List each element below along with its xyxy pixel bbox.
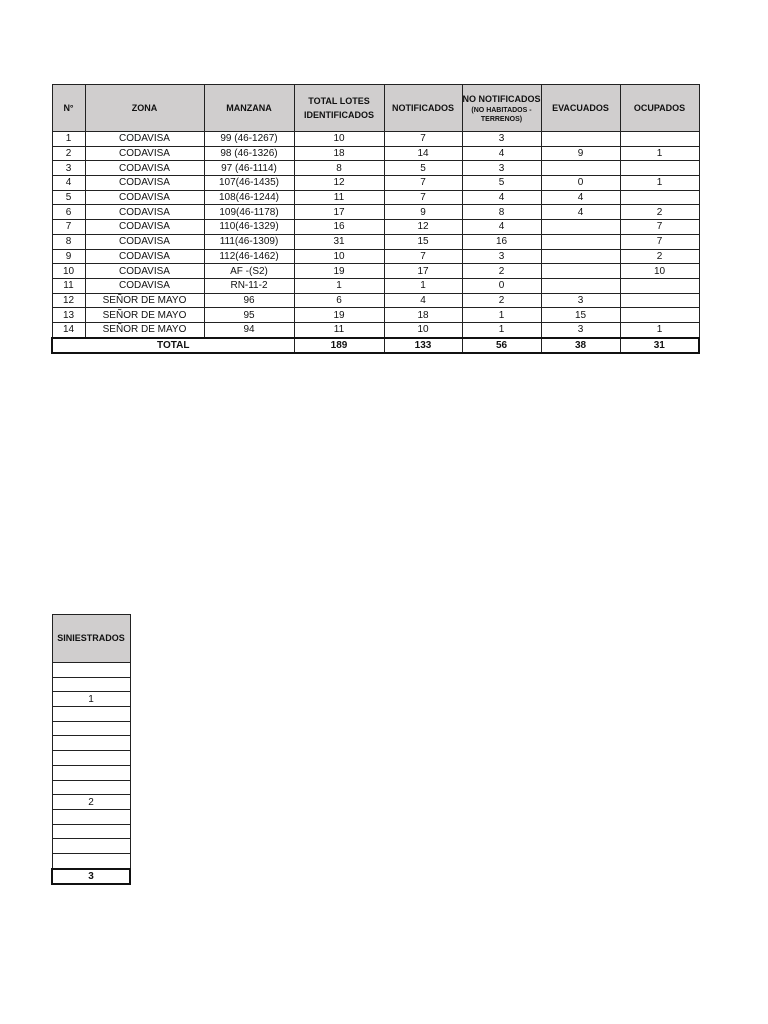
cell-zona: CODAVISA xyxy=(85,132,204,147)
cell-zona: SEÑOR DE MAYO xyxy=(85,308,204,323)
cell-manzana: RN-11-2 xyxy=(204,278,294,293)
cell-ocupados: 7 xyxy=(620,234,699,249)
cell-total: 31 xyxy=(294,234,384,249)
cell-notificados: 1 xyxy=(384,278,462,293)
header-n: N° xyxy=(52,85,85,132)
table-row xyxy=(52,176,699,191)
cell-n: 2 xyxy=(52,146,85,161)
siniestrados-total-row xyxy=(52,869,130,884)
cell-zona: SEÑOR DE MAYO xyxy=(85,293,204,308)
header-notificados: NOTIFICADOS xyxy=(384,85,462,132)
cell-notificados: 12 xyxy=(384,220,462,235)
cell-manzana: 99 (46-1267) xyxy=(204,132,294,147)
cell-notificados: 4 xyxy=(384,293,462,308)
cell-manzana: 112(46-1462) xyxy=(204,249,294,264)
cell-total: 10 xyxy=(294,249,384,264)
siniestrados-table xyxy=(51,614,131,885)
cell-total: 19 xyxy=(294,264,384,279)
cell-ocupados: 1 xyxy=(620,322,699,337)
cell-n: 1 xyxy=(52,132,85,147)
cell-zona: SEÑOR DE MAYO xyxy=(85,322,204,337)
cell-ocupados: 7 xyxy=(620,220,699,235)
cell-ocupados xyxy=(620,190,699,205)
cell-n: 13 xyxy=(52,308,85,323)
cell-evacuados xyxy=(541,161,620,176)
total-row xyxy=(52,338,699,353)
cell-no-notificados: 2 xyxy=(462,293,541,308)
cell-total: 8 xyxy=(294,161,384,176)
cell-total: 10 xyxy=(294,132,384,147)
cell-notificados: 9 xyxy=(384,205,462,220)
cell-no-notificados: 1 xyxy=(462,308,541,323)
cell-siniestrados xyxy=(52,809,130,824)
cell-evacuados xyxy=(541,234,620,249)
cell-notificados: 15 xyxy=(384,234,462,249)
cell-siniestrados xyxy=(52,780,130,795)
cell-manzana: AF -(S2) xyxy=(204,264,294,279)
header-no-notificados-label: NO NOTIFICADOS xyxy=(462,94,541,104)
cell-notificados: 7 xyxy=(384,132,462,147)
cell-zona: CODAVISA xyxy=(85,234,204,249)
cell-manzana: 94 xyxy=(204,322,294,337)
cell-ocupados: 2 xyxy=(620,205,699,220)
table-row xyxy=(52,853,130,868)
cell-total: 18 xyxy=(294,146,384,161)
cell-no-notificados: 1 xyxy=(462,322,541,337)
total-evacuados: 38 xyxy=(541,338,620,353)
cell-siniestrados xyxy=(52,824,130,839)
total-ocupados: 31 xyxy=(620,338,699,353)
cell-zona: CODAVISA xyxy=(85,220,204,235)
table-row xyxy=(52,249,699,264)
cell-n: 11 xyxy=(52,278,85,293)
siniestrados-header-row xyxy=(52,615,130,663)
cell-total: 6 xyxy=(294,293,384,308)
cell-siniestrados xyxy=(52,751,130,766)
cell-n: 6 xyxy=(52,205,85,220)
cell-notificados: 17 xyxy=(384,264,462,279)
cell-ocupados xyxy=(620,278,699,293)
cell-manzana: 110(46-1329) xyxy=(204,220,294,235)
table-row xyxy=(52,663,130,678)
cell-evacuados xyxy=(541,278,620,293)
table-row xyxy=(52,161,699,176)
cell-total: 11 xyxy=(294,190,384,205)
cell-total: 17 xyxy=(294,205,384,220)
cell-ocupados: 10 xyxy=(620,264,699,279)
cell-no-notificados: 4 xyxy=(462,146,541,161)
header-no-notificados-sub: (NO HABITADOS - TERRENOS) xyxy=(471,107,532,123)
cell-manzana: 109(46-1178) xyxy=(204,205,294,220)
cell-evacuados: 3 xyxy=(541,293,620,308)
cell-notificados: 7 xyxy=(384,249,462,264)
cell-manzana: 98 (46-1326) xyxy=(204,146,294,161)
cell-evacuados xyxy=(541,249,620,264)
table-row xyxy=(52,132,699,147)
cell-n: 14 xyxy=(52,322,85,337)
total-lotes: 189 xyxy=(294,338,384,353)
cell-ocupados: 2 xyxy=(620,249,699,264)
table-row xyxy=(52,264,699,279)
cell-siniestrados xyxy=(52,736,130,751)
total-siniestrados: 3 xyxy=(52,869,130,884)
table-row xyxy=(52,234,699,249)
cell-siniestrados: 1 xyxy=(52,692,130,707)
cell-notificados: 5 xyxy=(384,161,462,176)
cell-no-notificados: 8 xyxy=(462,205,541,220)
cell-evacuados: 3 xyxy=(541,322,620,337)
table-row xyxy=(52,278,699,293)
cell-ocupados xyxy=(620,308,699,323)
cell-evacuados: 0 xyxy=(541,176,620,191)
cell-total: 1 xyxy=(294,278,384,293)
table-row xyxy=(52,293,699,308)
table-row xyxy=(52,677,130,692)
cell-n: 9 xyxy=(52,249,85,264)
cell-evacuados: 4 xyxy=(541,205,620,220)
table-row xyxy=(52,707,130,722)
cell-evacuados xyxy=(541,132,620,147)
cell-manzana: 111(46-1309) xyxy=(204,234,294,249)
cell-n: 12 xyxy=(52,293,85,308)
cell-no-notificados: 4 xyxy=(462,220,541,235)
cell-ocupados: 1 xyxy=(620,176,699,191)
cell-zona: CODAVISA xyxy=(85,264,204,279)
cell-notificados: 18 xyxy=(384,308,462,323)
cell-n: 10 xyxy=(52,264,85,279)
header-manzana: MANZANA xyxy=(204,85,294,132)
table-row xyxy=(52,751,130,766)
cell-no-notificados: 3 xyxy=(462,249,541,264)
header-zona: ZONA xyxy=(85,85,204,132)
header-no-notificados xyxy=(462,85,541,132)
cell-siniestrados xyxy=(52,765,130,780)
cell-siniestrados xyxy=(52,839,130,854)
cell-ocupados xyxy=(620,161,699,176)
cell-n: 5 xyxy=(52,190,85,205)
total-no-notificados: 56 xyxy=(462,338,541,353)
table-row xyxy=(52,839,130,854)
cell-evacuados: 9 xyxy=(541,146,620,161)
cell-no-notificados: 4 xyxy=(462,190,541,205)
header-siniestrados: SINIESTRADOS xyxy=(52,615,130,663)
lotes-table xyxy=(51,84,700,354)
table-row xyxy=(52,322,699,337)
header-ocupados: OCUPADOS xyxy=(620,85,699,132)
cell-manzana: 96 xyxy=(204,293,294,308)
cell-evacuados xyxy=(541,220,620,235)
cell-evacuados: 15 xyxy=(541,308,620,323)
total-notificados: 133 xyxy=(384,338,462,353)
cell-ocupados: 1 xyxy=(620,146,699,161)
cell-manzana: 97 (46-1114) xyxy=(204,161,294,176)
cell-n: 8 xyxy=(52,234,85,249)
cell-zona: CODAVISA xyxy=(85,249,204,264)
cell-zona: CODAVISA xyxy=(85,176,204,191)
table-row xyxy=(52,220,699,235)
cell-notificados: 7 xyxy=(384,176,462,191)
cell-total: 19 xyxy=(294,308,384,323)
table-row xyxy=(52,190,699,205)
cell-no-notificados: 3 xyxy=(462,161,541,176)
total-label: TOTAL xyxy=(52,338,294,353)
cell-notificados: 10 xyxy=(384,322,462,337)
cell-no-notificados: 3 xyxy=(462,132,541,147)
cell-siniestrados xyxy=(52,663,130,678)
cell-zona: CODAVISA xyxy=(85,205,204,220)
cell-n: 4 xyxy=(52,176,85,191)
cell-zona: CODAVISA xyxy=(85,161,204,176)
cell-total: 16 xyxy=(294,220,384,235)
cell-evacuados: 4 xyxy=(541,190,620,205)
cell-manzana: 108(46-1244) xyxy=(204,190,294,205)
table-row xyxy=(52,721,130,736)
cell-no-notificados: 2 xyxy=(462,264,541,279)
table-row xyxy=(52,824,130,839)
cell-no-notificados: 0 xyxy=(462,278,541,293)
table-row xyxy=(52,308,699,323)
table-row xyxy=(52,692,130,707)
table-row xyxy=(52,205,699,220)
cell-total: 12 xyxy=(294,176,384,191)
cell-no-notificados: 16 xyxy=(462,234,541,249)
header-row xyxy=(52,85,699,132)
cell-siniestrados xyxy=(52,707,130,722)
cell-ocupados xyxy=(620,293,699,308)
table-row xyxy=(52,765,130,780)
cell-zona: CODAVISA xyxy=(85,146,204,161)
cell-notificados: 7 xyxy=(384,190,462,205)
cell-notificados: 14 xyxy=(384,146,462,161)
cell-siniestrados: 2 xyxy=(52,795,130,810)
table-row xyxy=(52,809,130,824)
cell-zona: CODAVISA xyxy=(85,190,204,205)
table-row xyxy=(52,736,130,751)
header-evacuados: EVACUADOS xyxy=(541,85,620,132)
table-row xyxy=(52,780,130,795)
cell-siniestrados xyxy=(52,721,130,736)
table-row xyxy=(52,795,130,810)
lotes-table-body xyxy=(52,132,699,338)
cell-ocupados xyxy=(620,132,699,147)
cell-siniestrados xyxy=(52,677,130,692)
cell-n: 7 xyxy=(52,220,85,235)
cell-manzana: 107(46-1435) xyxy=(204,176,294,191)
table-row xyxy=(52,146,699,161)
cell-siniestrados xyxy=(52,853,130,868)
siniestrados-table-body xyxy=(52,663,130,869)
cell-n: 3 xyxy=(52,161,85,176)
cell-manzana: 95 xyxy=(204,308,294,323)
cell-total: 11 xyxy=(294,322,384,337)
header-total-lotes: TOTAL LOTES IDENTIFICADOS xyxy=(294,85,384,132)
cell-no-notificados: 5 xyxy=(462,176,541,191)
cell-zona: CODAVISA xyxy=(85,278,204,293)
cell-evacuados xyxy=(541,264,620,279)
